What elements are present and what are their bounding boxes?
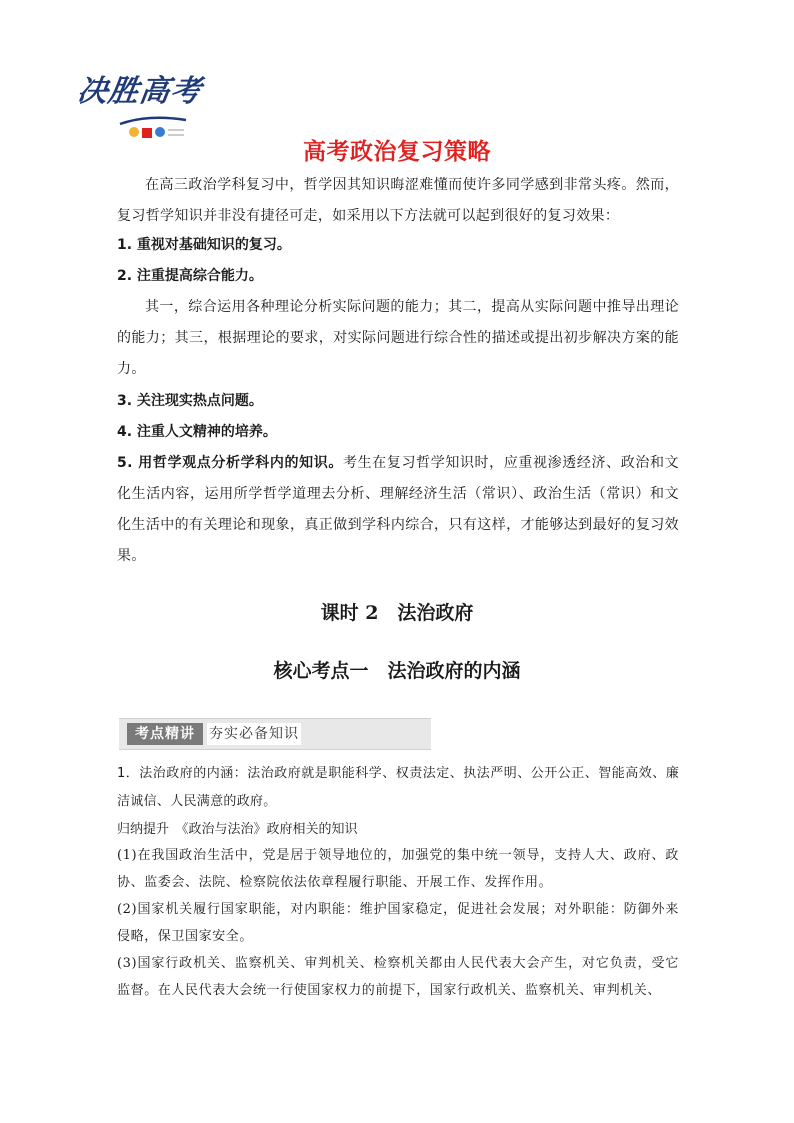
- point-5: [117, 448, 679, 572]
- point-2: 2. 注重提高综合能力。: [117, 268, 263, 284]
- banner-tag: 考点精讲: [127, 723, 203, 745]
- point-4: 4. 注重人文精神的培养。: [117, 424, 277, 440]
- point-1: 1. 重视对基础知识的复习。: [117, 237, 291, 253]
- definition-paragraph: 1．法治政府的内涵：法治政府就是职能科学、权责法定、执法严明、公开公正、智能高效、廉洁诚信、人民满意的政府。: [117, 766, 679, 809]
- point-5-label: 5. 用哲学观点分析学科内的知识。: [117, 455, 343, 471]
- logo-text: 决胜高考: [75, 74, 204, 109]
- point-5-text: 考生在复习哲学知识时，应重视渗透经济、政治和文化生活内容，运用所学哲学道理去分析、理解经济生活（常识）、政治生活（常识）和文化生活中的有关理论和现象，真正做到学科内综合，只有这样，才能够达到最好的复习效果。: [117, 455, 679, 564]
- knowledge-item-1: (1)在我国政治生活中，党是居于领导地位的，加强党的集中统一领导，支持人大、政府、政协、监委会、法院、检察院依法依章程履行职能、开展工作、发挥作用。: [117, 848, 679, 890]
- knowledge-item-3: (3)国家行政机关、监察机关、审判机关、检察机关都由人民代表大会产生，对它负责，受它监督。在人民代表大会统一行使国家权力的前提下，国家行政机关、监察机关、审判机关、: [117, 956, 679, 998]
- point-3: 3. 关注现实热点问题。: [117, 393, 263, 409]
- point-2-detail: 其一，综合运用各种理论分析实际问题的能力；其二，提高从实际问题中推导出理论的能力；其三，根据理论的要求，对实际问题进行综合性的描述或提出初步解决方案的能力。: [117, 299, 679, 377]
- intro-paragraph: 在高三政治学科复习中，哲学因其知识晦涩难懂而使许多同学感到非常头疼。然而，复习哲学知识并非没有捷径可走，如采用以下方法就可以起到很好的复习效果：: [117, 177, 679, 224]
- knowledge-item-2: (2)国家机关履行国家职能，对内职能：维护国家稳定，促进社会发展；对外职能：防御外来侵略，保卫国家安全。: [117, 902, 679, 944]
- section-banner: [119, 718, 431, 750]
- lesson-heading: 课时 2 法治政府: [320, 602, 474, 624]
- section-heading: 核心考点一 法治政府的内涵: [273, 660, 521, 682]
- summary-label: 归纳提升 《政治与法治》政府相关的知识: [117, 822, 358, 837]
- banner-subtitle: 夯实必备知识: [207, 723, 301, 745]
- page-title: 高考政治复习策略: [303, 139, 491, 165]
